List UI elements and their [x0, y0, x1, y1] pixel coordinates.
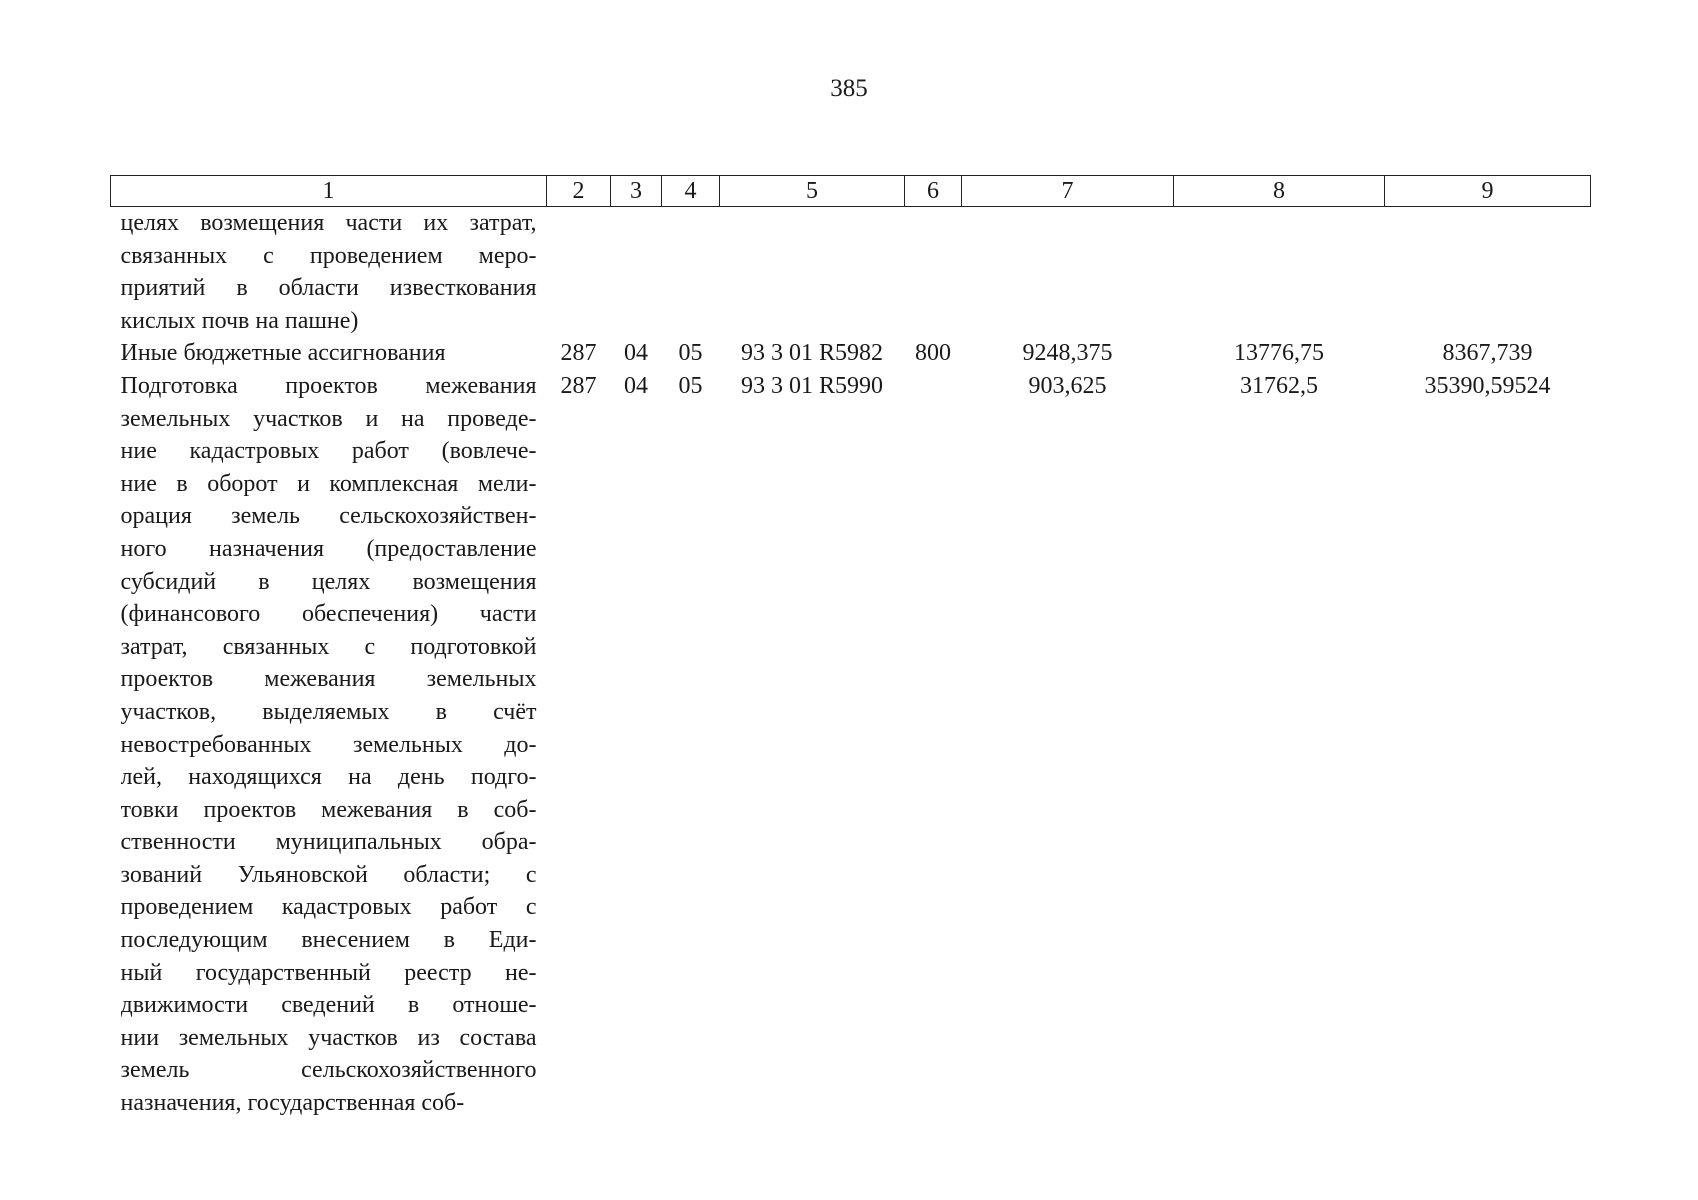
- description-line: нии земельных участков из состава: [120, 1024, 537, 1051]
- table-body: [111, 207, 1591, 1120]
- row-description: [111, 370, 547, 1120]
- description-line: проведением кадастровых работ с: [120, 894, 537, 921]
- description-line: ние кадастровых работ (вовлече-: [120, 438, 537, 465]
- description-line: Иные бюджетные ассигнования: [120, 340, 446, 367]
- description-line: ный государственный реестр не-: [120, 959, 537, 986]
- amount-col-8: 13776,75: [1234, 340, 1324, 367]
- column-header-1: 1: [111, 176, 547, 207]
- amount-col-9: 8367,739: [1442, 340, 1533, 367]
- description-line: целях возмещения части их затрат,: [120, 210, 537, 236]
- page-number: 385: [830, 75, 868, 102]
- column-header-8: 8: [1174, 176, 1385, 207]
- description-line: невостребованных земельных до-: [120, 731, 537, 758]
- amount-col-9: 35390,59524: [1424, 372, 1551, 399]
- section-code: [611, 207, 662, 338]
- description-line: приятий в области известкования: [120, 275, 537, 302]
- row-description: [111, 207, 547, 338]
- header-row: [111, 176, 1591, 207]
- target-article-code: 93 3 01 R5982: [740, 340, 883, 367]
- description-line: ного назначения (предоставление: [120, 535, 537, 562]
- amount-col-7: 9248,375: [1022, 340, 1113, 367]
- budget-table: [110, 175, 1591, 1120]
- description-line: земель сельскохозяйственного: [120, 1057, 537, 1084]
- target-article-code: 93 3 01 R5990: [740, 372, 883, 399]
- table-row: [111, 370, 1591, 1120]
- expense-type-code: [905, 370, 962, 1120]
- expense-type-code: [905, 207, 962, 338]
- column-header-9: 9: [1385, 176, 1591, 207]
- column-header-5: 5: [720, 176, 905, 207]
- description-line: связанных с проведением меро-: [120, 242, 537, 269]
- amount-col-8: 31762,5: [1240, 372, 1318, 399]
- description-line: движимости сведений в отноше-: [120, 992, 537, 1019]
- description-line: последующим внесением в Еди-: [120, 927, 537, 954]
- amount-col-8: [1174, 207, 1385, 338]
- column-header-3: 3: [611, 176, 662, 207]
- table-header: [111, 176, 1591, 207]
- description-line: земельных участков и на проведе-: [120, 405, 537, 432]
- description-line: ственности муниципальных обра-: [120, 829, 537, 856]
- description-line: товки проектов межевания в соб-: [120, 796, 537, 823]
- description-line: назначения, государственная соб-: [120, 1090, 465, 1117]
- column-header-7: 7: [962, 176, 1174, 207]
- description-line: Подготовка проектов межевания: [120, 372, 537, 399]
- column-header-2: 2: [547, 176, 611, 207]
- amount-col-7: 903,625: [1028, 372, 1107, 399]
- expense-type-code: 800: [915, 340, 951, 367]
- description-line: затрат, связанных с подготовкой: [120, 633, 537, 660]
- description-line: ние в оборот и комплексная мели-: [120, 470, 537, 497]
- section-code: 04: [624, 372, 648, 399]
- subsection-code: 05: [678, 340, 703, 367]
- target-article-code: [720, 207, 905, 338]
- amount-col-9: [1385, 207, 1591, 338]
- description-line: проектов межевания земельных: [120, 666, 537, 693]
- amount-col-7: [962, 207, 1174, 338]
- ministry-code: 287: [560, 340, 597, 367]
- ministry-code: [547, 207, 611, 338]
- table-row: [111, 337, 1591, 370]
- row-description: [111, 337, 547, 370]
- column-header-4: 4: [662, 176, 720, 207]
- description-line: (финансового обеспечения) части: [120, 601, 537, 628]
- ministry-code: 287: [560, 372, 597, 399]
- section-code: 04: [624, 340, 648, 367]
- description-line: орация земель сельскохозяйствен-: [120, 503, 537, 530]
- subsection-code: [662, 207, 720, 338]
- description-line: лей, находящихся на день подго-: [120, 764, 537, 791]
- column-header-6: 6: [905, 176, 962, 207]
- description-line: зований Ульяновской области; с: [120, 861, 537, 888]
- subsection-code: 05: [678, 372, 703, 399]
- table-row: [111, 207, 1591, 338]
- description-line: участков, выделяемых в счёт: [120, 698, 537, 725]
- description-line: субсидий в целях возмещения: [120, 568, 537, 595]
- description-line: кислых почв на пашне): [120, 307, 359, 334]
